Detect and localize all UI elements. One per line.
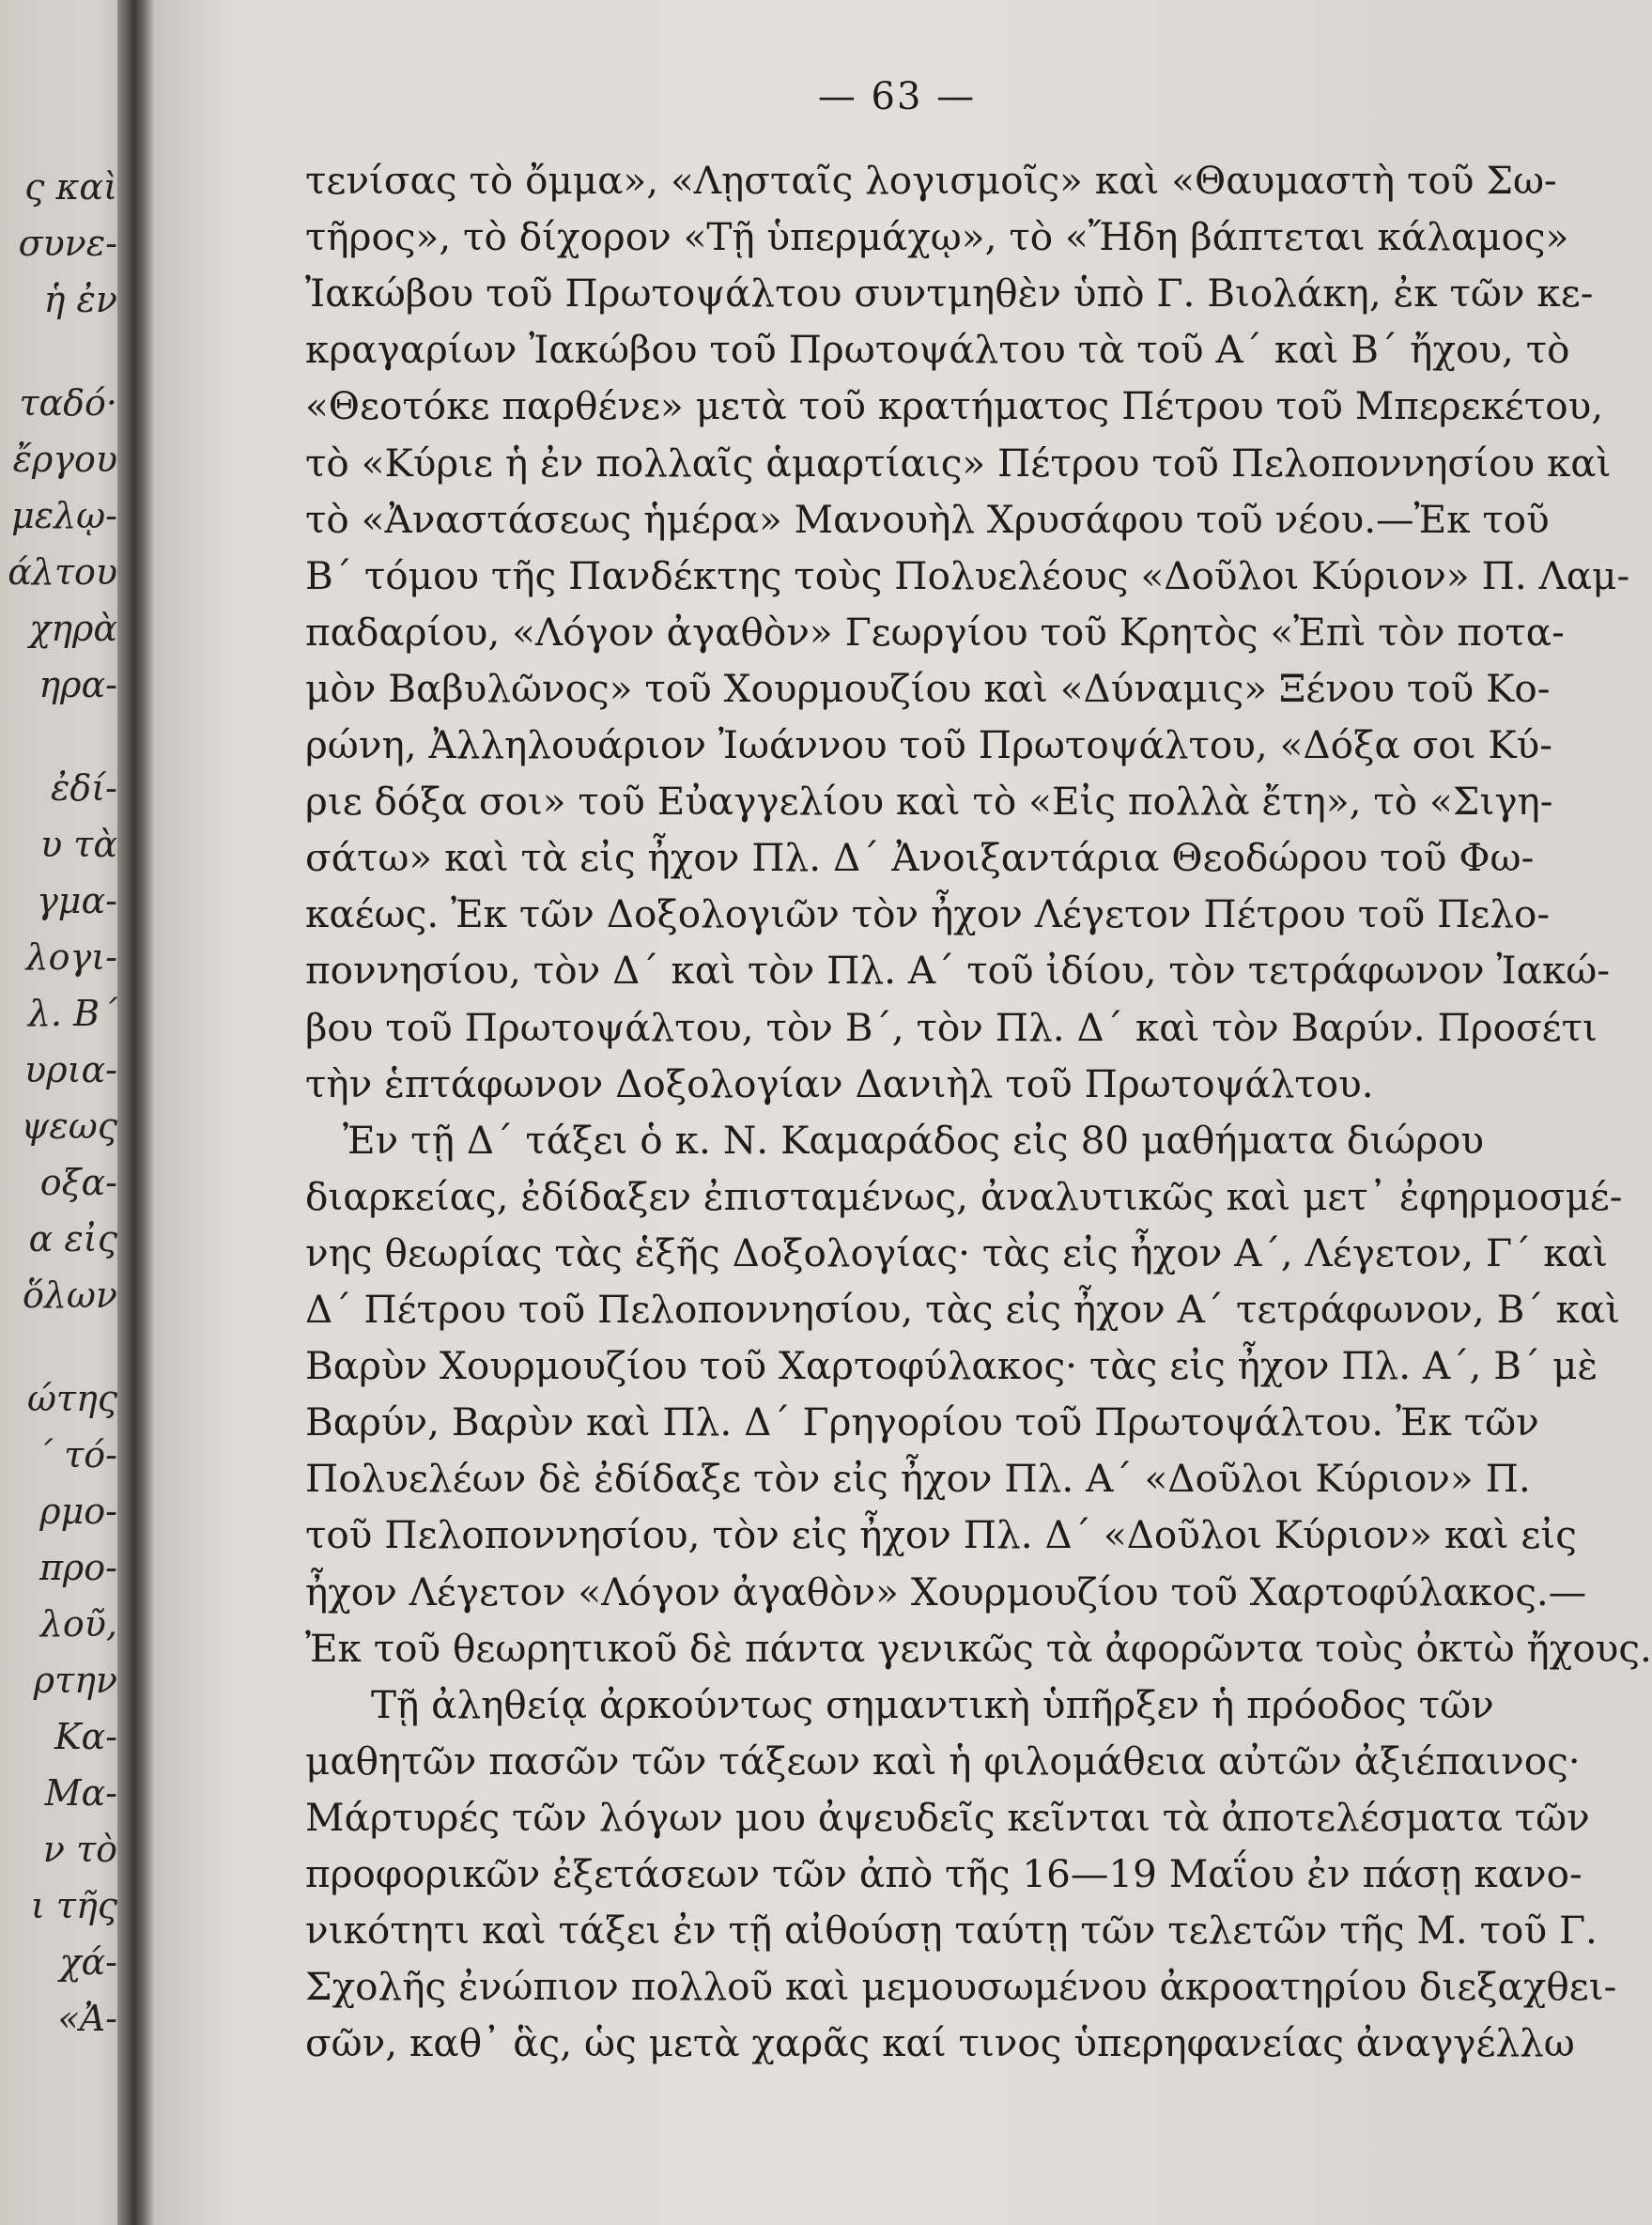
left-page-fragment: «Ἀ- (57, 1998, 117, 2039)
text-line: βου τοῦ Πρωτοψάλτου, τὸν Β΄, τὸν Πλ. Δ΄ καὶ τὸν Βαρύν. Προσέτι (305, 1004, 1598, 1050)
left-page-fragment: υρια- (24, 1049, 117, 1090)
text-line: σῶν, καθ᾽ ἃς, ὡς μετὰ χαρᾶς καί τινος ὑπερηφανείας ἀναγγέλλω (305, 2020, 1575, 2066)
left-page-fragment: ρμο- (39, 1491, 117, 1532)
left-page-fragment: χηρὰ (29, 608, 117, 649)
left-page-fragment: ρτην (33, 1660, 117, 1701)
text-line: κραγαρίων Ἰακώβου τοῦ Πρωτοψάλτου τὰ τοῦ Α΄ καὶ Β΄ ἤχου, τὸ (305, 327, 1570, 373)
left-page-edge (0, 0, 136, 2225)
text-line: ριε δόξα σοι» τοῦ Εὐαγγελίου καὶ τὸ «Εἰς πολλὰ ἔτη», τὸ «Σιγη- (305, 779, 1553, 825)
book-gutter (117, 0, 155, 2225)
text-line: τοῦ Πελοποννησίου, τὸν εἰς ἦχον Πλ. Δ΄ «Δοῦλοι Κύριον» καὶ εἰς (305, 1512, 1577, 1558)
text-line: Ἐκ τοῦ θεωρητικοῦ δὲ πάντα γενικῶς τὰ ἀφορῶντα τοὺς ὀκτὼ ἤχους. (305, 1625, 1652, 1671)
text-line: νικότητι καὶ τάξει ἐν τῇ αἰθούσῃ ταύτῃ τῶν τελετῶν τῆς Μ. τοῦ Γ. (305, 1908, 1598, 1954)
left-page-fragment: υ τὰ (40, 824, 117, 865)
text-line: καέως. Ἐκ τῶν Δοξολογιῶν τὸν ἦχον Λέγετον Πέτρου τοῦ Πελο- (305, 891, 1551, 937)
text-line: Σχολῆς ἐνώπιον πολλοῦ καὶ μεμουσωμένου ἀκροατηρίου διεξαχθει- (305, 1964, 1617, 2010)
left-page-fragment: γμα- (37, 880, 117, 921)
left-page-fragment: οξα- (39, 1162, 117, 1203)
right-page (155, 0, 1652, 2225)
left-page-fragment: ηρα- (39, 664, 117, 705)
text-line: Τῇ ἀληθείᾳ ἀρκούντως σημαντικὴ ὑπῆρξεν ἡ πρόοδος τῶν (371, 1681, 1494, 1727)
left-page-fragment: α εἰς (28, 1218, 117, 1259)
left-page-fragment: ταδό· (19, 382, 117, 424)
text-line: Ἰακώβου τοῦ Πρωτοψάλτου συντμηθὲν ὑπὸ Γ. Βιολάκη, ἐκ τῶν κε- (305, 270, 1594, 317)
left-page-fragment: λ. Β΄ (27, 993, 117, 1034)
text-line: μαθητῶν πασῶν τῶν τάξεων καὶ ἡ φιλομάθεια αὐτῶν ἀξιέπαινος· (305, 1738, 1581, 1784)
left-page-fragment: προ- (39, 1547, 117, 1588)
text-line: σάτω» καὶ τὰ εἰς ἦχον Πλ. Δ΄ Ἀνοιξαντάρια Θεοδώρου τοῦ Φω- (305, 835, 1535, 881)
left-page-fragment: ς καὶ (24, 166, 117, 208)
text-line: μὸν Βαβυλῶνος» τοῦ Χουρμουζίου καὶ «Δύναμις» Ξένου τοῦ Κο- (305, 665, 1551, 711)
text-line: ἦχον Λέγετον «Λόγον ἀγαθὸν» Χουρμουζίου τοῦ Χαρτοφύλακος.— (305, 1568, 1587, 1615)
left-page-fragment: ν τὸ (42, 1829, 117, 1870)
left-page-fragment: άλτου (8, 551, 117, 593)
text-line: προφορικῶν ἐξετάσεων τῶν ἀπὸ τῆς 16—19 Μαΐου ἐν πάσῃ κανο- (305, 1851, 1583, 1896)
text-line: Πολυελέων δὲ ἐδίδαξε τὸν εἰς ἦχον Πλ. Α΄ «Δοῦλοι Κύριον» Π. (305, 1456, 1531, 1502)
text-line: τῆρος», τὸ δίχορον «Τῇ ὑπερμάχῳ», τὸ «Ἤδη βάπτεται κάλαμος» (305, 214, 1569, 260)
left-page-fragment: λοῦ, (39, 1603, 117, 1645)
left-page-fragment: συνε- (18, 223, 117, 264)
text-line: ποννησίου, τὸν Δ΄ καὶ τὸν Πλ. Α΄ τοῦ ἰδίου, τὸν τετράφωνον Ἰακώ- (305, 948, 1611, 994)
text-line: διαρκείας, ἐδίδαξεν ἐπισταμένως, ἀναλυτικῶς καὶ μετ᾽ ἐφηρμοσμέ- (305, 1173, 1623, 1219)
text-line: Ἐν τῇ Δ΄ τάξει ὁ κ. Ν. Καμαράδος εἰς 80 μαθήματα διώρου (343, 1117, 1484, 1163)
text-line: παδαρίου, «Λόγον ἀγαθὸν» Γεωργίου τοῦ Κρητὸς «Ἐπὶ τὸν ποτα- (305, 609, 1565, 655)
left-page-fragment: ἔργου (12, 439, 117, 480)
left-page-fragment: ι τῆς (30, 1885, 117, 1926)
page-number: — 63 — (817, 75, 977, 118)
left-page-fragment: λογι- (25, 936, 117, 978)
left-page-fragment: ώτης (26, 1378, 117, 1419)
text-line: Δ΄ Πέτρου τοῦ Πελοποννησίου, τὰς εἰς ἦχον Α΄ τετράφωνον, Β΄ καὶ (305, 1287, 1621, 1332)
left-page-fragment: Μα- (44, 1772, 117, 1814)
text-line: νης θεωρίας τὰς ἑξῆς Δοξολογίας· τὰς εἰς ἦχον Α΄, Λέγετον, Γ΄ καὶ (305, 1229, 1608, 1275)
text-line: Βαρύν, Βαρὺν καὶ Πλ. Δ΄ Γρηγορίου τοῦ Πρωτοψάλτου. Ἐκ τῶν (305, 1399, 1539, 1445)
left-page-fragment: ΄ τό- (35, 1434, 117, 1476)
left-page-fragment: ἐδί- (50, 767, 117, 809)
text-line: τενίσας τὸ ὄμμα», «Λῃσταῖς λογισμοῖς» καὶ «Θαυμαστὴ τοῦ Σω- (305, 158, 1557, 203)
left-page-fragment: ἡ ἐν (43, 279, 117, 320)
left-page-fragment: ὅλων (22, 1275, 117, 1316)
left-page-fragment: Κα- (54, 1716, 117, 1757)
left-page-fragment: χά- (59, 1941, 117, 1983)
text-line: τὸ «Κύριε ἡ ἐν πολλαῖς ἁμαρτίαις» Πέτρου τοῦ Πελοποννησίου καὶ (305, 440, 1612, 486)
text-line: τὴν ἑπτάφωνον Δοξολογίαν Δανιὴλ τοῦ Πρωτοψάλτου. (305, 1060, 1374, 1106)
text-line: ρώνη, Ἀλληλουάριον Ἰωάννου τοῦ Πρωτοψάλτου, «Δόξα σοι Κύ- (305, 722, 1552, 767)
text-line: Β΄ τόμου τῆς Πανδέκτης τοὺς Πολυελέους «Δοῦλοι Κύριον» Π. Λαμ- (305, 552, 1630, 598)
text-line: τὸ «Ἀναστάσεως ἡμέρα» Μανουὴλ Χρυσάφου τοῦ νέου.—Ἐκ τοῦ (305, 496, 1550, 542)
left-page-fragment: ψεως (21, 1105, 117, 1147)
text-line: Μάρτυρές τῶν λόγων μου ἀψευδεῖς κεῖνται τὰ ἀποτελέσματα τῶν (305, 1794, 1590, 1840)
text-line: «Θεοτόκε παρθένε» μετὰ τοῦ κρατήματος Πέτρου τοῦ Μπερεκέτου, (305, 383, 1604, 429)
text-line: Βαρὺν Χουρμουζίου τοῦ Χαρτοφύλακος· τὰς εἰς ἦχον Πλ. Α΄, Β΄ μὲ (305, 1343, 1598, 1389)
left-page-fragment: μελῳ- (11, 495, 117, 536)
